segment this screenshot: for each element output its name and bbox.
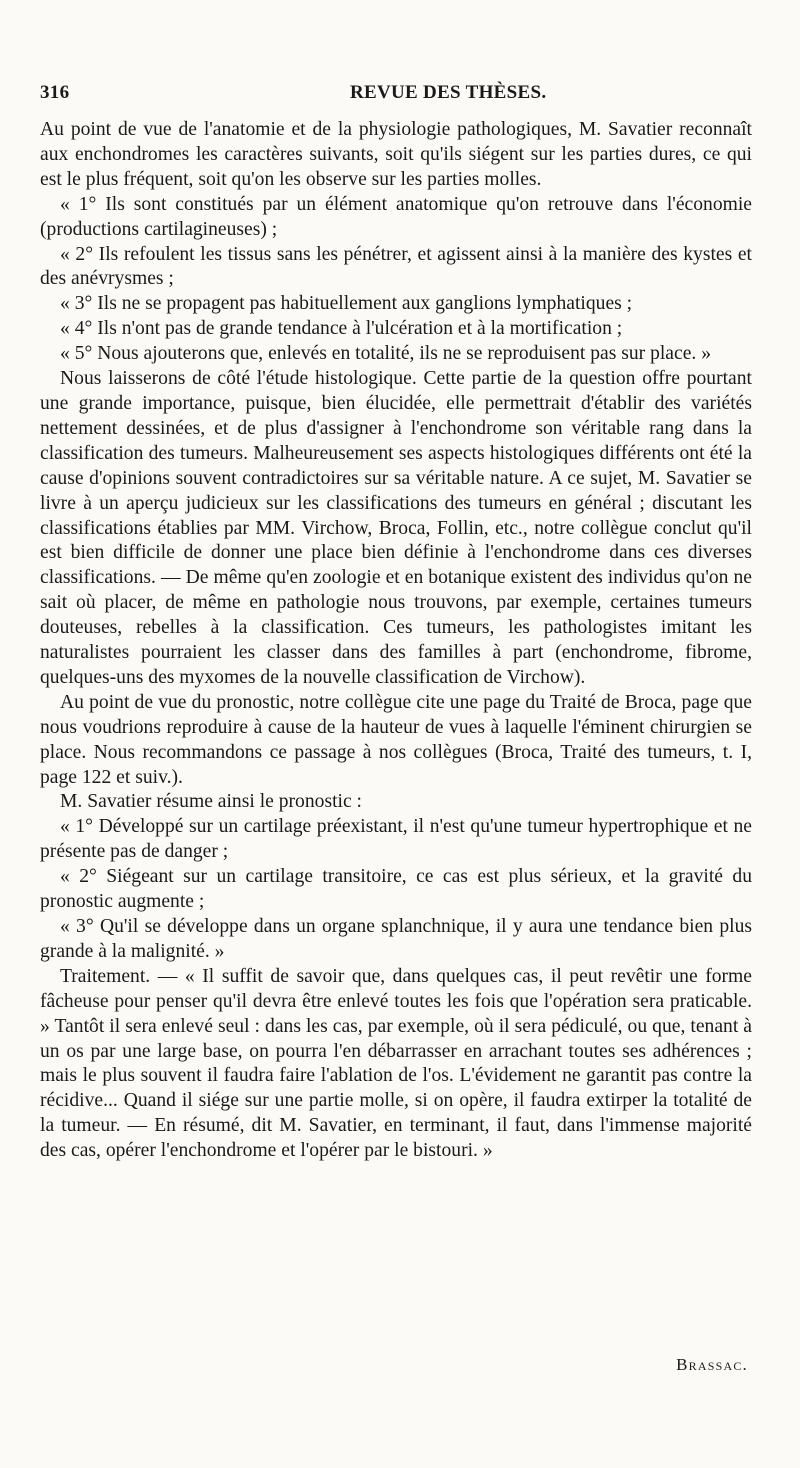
article-body [40, 118, 752, 1164]
paragraph: Au point de vue du pronostic, notre collègue cite une page du Traité de Broca, page que nous voudrions reproduire à cause de la hauteur de vues à laquelle l'éminent chirurgien se place. Nous recommandons ce passage à nos collègues (Broca, Traité des tumeurs, t. I, page 122 et suiv.). [40, 691, 752, 788]
paragraph: « 4° Ils n'ont pas de grande tendance à l'ulcération et à la mortification ; [60, 318, 623, 340]
paragraph: « 1° Ils sont constitués par un élément anatomique qu'on retrouve dans l'économie (productions cartilagineuses) ; [40, 193, 752, 240]
running-title: REVUE DES THÈSES. [350, 82, 547, 103]
paragraph: « 5° Nous ajouterons que, enlevés en totalité, ils ne se reproduisent pas sur place. » [60, 343, 711, 365]
running-head [40, 82, 755, 112]
paragraph: Nous laisserons de côté l'étude histologique. Cette partie de la question offre pourtant une grande importance, puisque, bien élucidée, elle permettrait d'établir des variétés nettement dessinées, et de plus d'assigner à l'enchondrome son véritable rang dans la classification des tumeurs. Malheureusement ses aspects histologiques différents ont été la cause d'opinions souvent contradictoires sur sa véritable nature. A ce sujet, M. Savatier se livre à un aperçu judicieux sur les classifications des tumeurs en général ; discutant les classifications établies par MM. Virchow, Broca, Follin, etc., notre collègue conclut qu'il est bien difficile de donner une place bien définie à l'enchondrome dans ces diverses classifications. — De même qu'en zoologie et en botanique existent des individus qu'on ne sait où placer, de même en pathologie nous trouvons, par exemple, certaines tumeurs douteuses, rebelles à la classification. Ces tumeurs, les pathologistes imitant les naturalistes pourraient les classer dans des familles à part (enchondrome, fibrome, quelques-uns des myxomes de la nouvelle classification de Virchow). [40, 368, 752, 688]
paragraph: Traitement. — « Il suffit de savoir que, dans quelques cas, il peut revêtir une forme fâcheuse pour penser qu'il devra être enlevé toutes les fois que l'opération sera praticable. » Tantôt il sera enlevé seul : dans les cas, par exemple, où il sera pédiculé, ou que, tenant à un os par une large base, on pourra l'en débarrasser en arrachant toutes ses adhérences ; mais le plus souvent il faudra faire l'ablation de l'os. L'évidement ne garantit pas contre la récidive... Quand il siége sur une partie molle, si on opère, il faudra extirper la totalité de la tumeur. — En résumé, dit M. Savatier, en terminant, il faut, dans l'immense majorité des cas, opérer l'enchondrome et l'opérer par le bistouri. » [40, 965, 752, 1162]
page-number: 316 [40, 82, 70, 103]
paragraph: « 1° Développé sur un cartilage préexistant, il n'est qu'une tumeur hypertrophique et ne présente pas de danger ; [40, 816, 752, 863]
paragraph: Au point de vue de l'anatomie et de la physiologie pathologiques, M. Savatier reconnaît aux enchondromes les caractères suivants, soit qu'ils siégent sur les parties dures, ce qui est le plus fréquent, soit qu'on les observe sur les parties molles. [40, 119, 752, 190]
paragraph: « 3° Qu'il se développe dans un organe splanchnique, il y aura une tendance bien plus grande à la malignité. » [40, 916, 752, 962]
signature: Brassac. [676, 1355, 748, 1374]
paragraph: « 3° Ils ne se propagent pas habituellement aux ganglions lymphatiques ; [60, 293, 633, 315]
paragraph: « 2° Siégeant sur un cartilage transitoire, ce cas est plus sérieux, et la gravité du pronostic augmente ; [40, 866, 752, 913]
paragraph: M. Savatier résume ainsi le pronostic : [60, 791, 363, 813]
paragraph: « 2° Ils refoulent les tissus sans les pénétrer, et agissent ainsi à la manière des kystes et des anévrysmes ; [40, 243, 752, 290]
